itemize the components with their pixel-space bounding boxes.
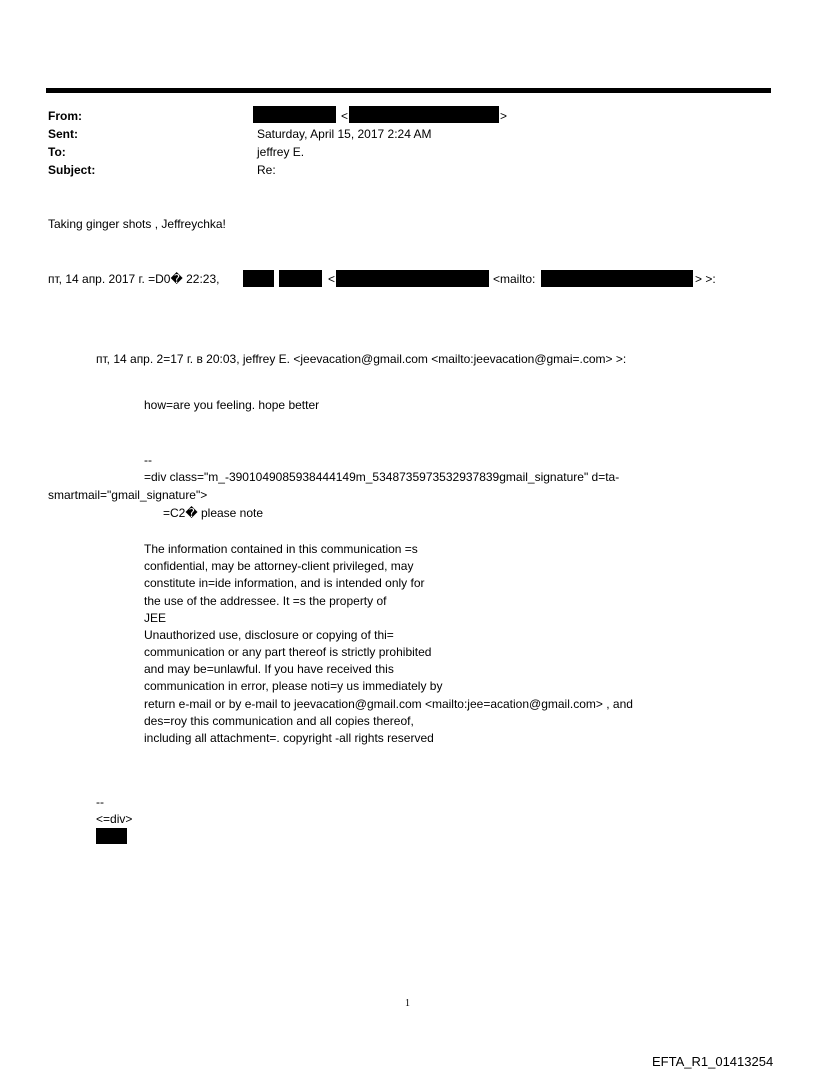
header-rule	[46, 88, 771, 93]
redaction-block	[349, 106, 499, 123]
redaction-block	[336, 270, 489, 287]
redaction-block	[243, 270, 274, 287]
signature-dash: --	[144, 453, 152, 467]
disclaimer-line: des=roy this communication and all copies thereof,	[144, 714, 414, 728]
please-note-line: =C2� please note	[163, 506, 264, 520]
quote-lt: <	[328, 272, 336, 286]
body-line: Taking ginger shots , Jeffreychka!	[48, 217, 226, 231]
sent-value: Saturday, April 15, 2017 2:24 AM	[257, 127, 432, 141]
from-label: From:	[48, 109, 82, 123]
end-div: <=div>	[96, 812, 133, 826]
disclaimer-line: confidential, may be attorney-client privileged, may	[144, 559, 414, 573]
quote-header-1: пт, 14 апр. 2017 г. =D0� 22:23,	[48, 272, 220, 286]
disclaimer-line: Unauthorized use, disclosure or copying of thi=	[144, 628, 394, 642]
disclaimer-line: and may be=unlawful. If you have received this	[144, 662, 394, 676]
subject-value: Re:	[257, 163, 276, 177]
signature-div-line: =div class="m_-3901049085938444149m_5348735973532937839gmail_signature" d=ta-	[144, 470, 620, 484]
end-dash: --	[96, 795, 104, 809]
page-number: 1	[405, 998, 410, 1009]
disclaimer-line: the use of the addressee. It =s the property of	[144, 594, 387, 608]
sent-label: Sent:	[48, 127, 78, 141]
document-id: EFTA_R1_01413254	[652, 1054, 774, 1069]
quote-end: > >:	[695, 272, 716, 286]
quote-mailto: <mailto:	[493, 272, 536, 286]
disclaimer-line: including all attachment=. copyright -all rights reserved	[144, 731, 434, 745]
disclaimer-line: return e-mail or by e-mail to jeevacation@gmail.com <mailto:jee=acation@gmail.com> , and	[144, 697, 633, 711]
disclaimer-line: JEE	[144, 611, 167, 625]
redaction-block	[541, 270, 693, 287]
to-label: To:	[48, 145, 66, 159]
from-gt: >	[500, 109, 508, 123]
redaction-block	[253, 106, 336, 123]
disclaimer-line: communication or any part thereof is strictly prohibited	[144, 645, 432, 659]
to-value: jeffrey E.	[257, 145, 305, 159]
message-line: how=are you feeling. hope better	[144, 398, 320, 412]
subject-label: Subject:	[48, 163, 96, 177]
quote-header-2: пт, 14 апр. 2=17 г. в 20:03, jeffrey E. <jeevacation@gmail.com <mailto:jeevacation@gmai=.com> >:	[96, 352, 627, 366]
from-lt: <	[341, 109, 349, 123]
redaction-block	[279, 270, 322, 287]
disclaimer-line: The information contained in this communication =s	[144, 542, 418, 556]
signature-div-line-cont: smartmail="gmail_signature">	[48, 488, 208, 502]
redaction-block	[96, 828, 127, 844]
disclaimer-line: communication in error, please noti=y us immediately by	[144, 679, 443, 693]
disclaimer-line: constitute in=ide information, and is intended only for	[144, 576, 425, 590]
